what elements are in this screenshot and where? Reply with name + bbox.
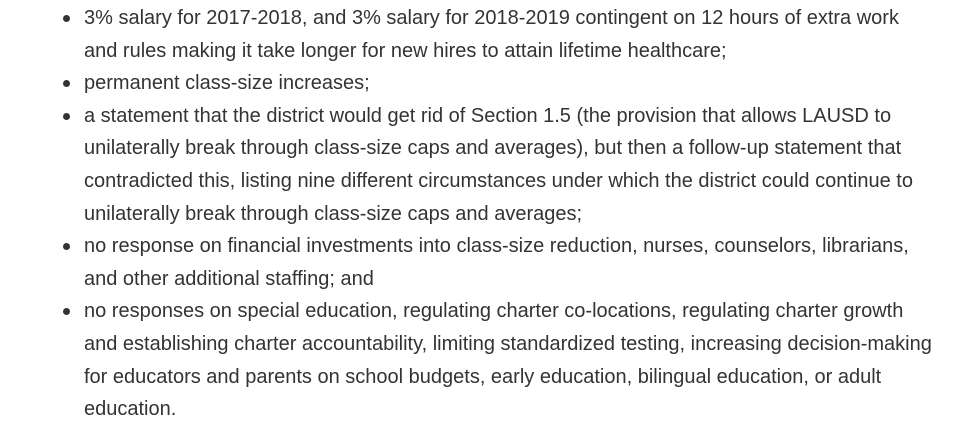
list-item: no responses on special education, regulating charter co-locations, regulating charter growth and establishing charter accountability, limiting standardized testing, increasing decision-making for educators and parents on school budgets, early education, bilingual education, or adult education. [56,295,936,425]
list-item: permanent class-size increases; [56,67,936,100]
list-item: a statement that the district would get rid of Section 1.5 (the provision that allows LAUSD to unilaterally break through class-size caps and averages), but then a follow-up statement that contradicted this, listing nine different circumstances under which the district could continue to unilaterally break through class-size caps and averages; [56,100,936,230]
bullet-list [56,2,936,426]
list-item: 3% salary for 2017-2018, and 3% salary for 2018-2019 contingent on 12 hours of extra work and rules making it take longer for new hires to attain lifetime healthcare; [56,2,936,67]
list-item: no response on financial investments into class-size reduction, nurses, counselors, librarians, and other additional staffing; and [56,230,936,295]
